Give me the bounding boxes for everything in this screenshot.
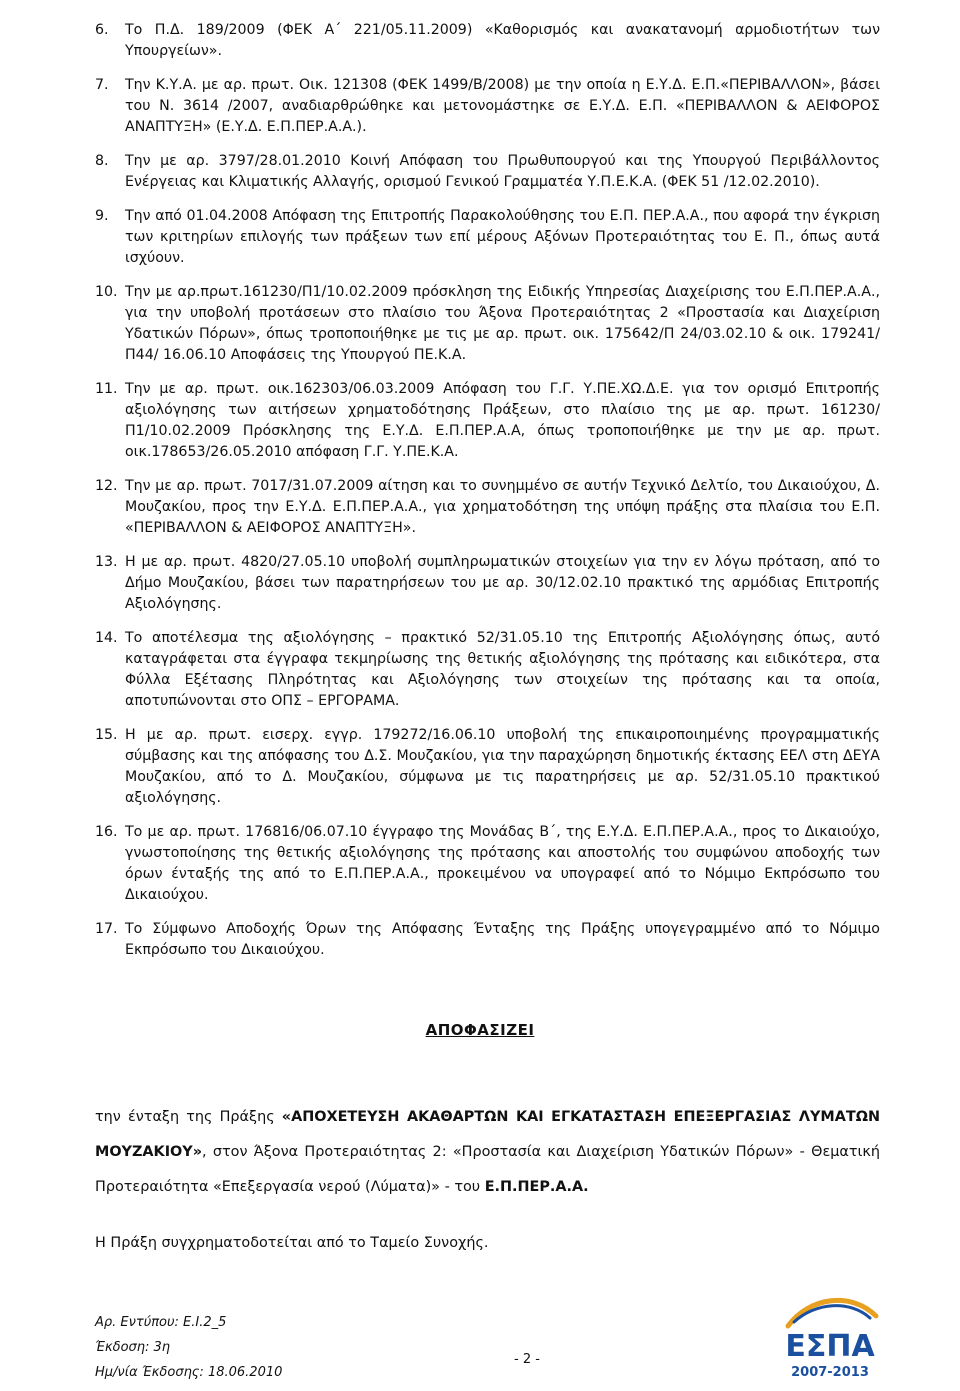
item-text: Την από 01.04.2008 Απόφαση της Επιτροπής Παρακολούθησης του Ε.Π. ΠΕΡ.Α.Α., που αφορά την έγκριση των κριτηρίων επιλογής των πράξεων των επί μέρους Αξόνων Προτεραιότητας του Ε. Π., όπως αυτά ισχύουν.: [125, 208, 880, 266]
item-number: 17.: [95, 921, 118, 937]
item-number: 6.: [95, 22, 109, 38]
program-name: Ε.Π.ΠΕΡ.Α.Α.: [484, 1179, 589, 1195]
item-number: 13.: [95, 554, 118, 570]
list-item: [95, 379, 880, 463]
item-text: Την με αρ.πρωτ.161230/Π1/10.02.2009 πρόσκληση της Ειδικής Υπηρεσίας Διαχείρισης του Ε.Π.ΠΕΡ.Α.Α., για την υποβολή προτάσεων στο πλαίσιο του Άξονα Προτεραιότητας 2 «Προστασία και Διαχείριση Υδατικών Πόρων», όπως τροποποιήθηκε με τις με αρ. πρωτ. οικ. 175642/Π 24/03.02.10 & οικ. 179241/Π44/ 16.06.10 Αποφάσεις της Υπουργού ΠΕ.Κ.Α.: [125, 284, 880, 363]
page-number: - 2 -: [514, 1352, 540, 1367]
item-text: Η με αρ. πρωτ. εισερχ. εγγρ. 179272/16.06.10 υποβολή της επικαιροποιημένης προγραμματικής σύμβασης και της απόφασης του Δ.Σ. Μουζακίου, για την παραχώρηση δημοτικής έκτασης ΕΕΛ στη ΔΕΥΑ Μουζακίου, από το Δ. Μουζακίου, σύμφωνα με τις παρατηρήσεις με αρ. 52/31.05.10 πρακτικού αξιολόγησης.: [125, 727, 880, 806]
list-item: [95, 20, 880, 62]
item-text: Το με αρ. πρωτ. 176816/06.07.10 έγγραφο της Μονάδας Β΄, της Ε.Υ.Δ. Ε.Π.ΠΕΡ.Α.Α., προς το Δικαιούχο, γνωστοποίησης της θετικής αξιολόγησης της πρότασης και αποστολής του συμφώνου αποδοχής των όρων ένταξής της από το Ε.Π.ΠΕΡ.Α.Α., προκειμένου να υπογραφεί από το Νόμιμο Εκπρόσωπο του Δικαιούχου.: [125, 824, 880, 903]
item-text: Την με αρ. πρωτ. 7017/31.07.2009 αίτηση και το συνημμένο σε αυτήν Τεχνικό Δελτίο, του Δικαιούχου, Δ. Μουζακίου, προς την Ε.Υ.Δ. Ε.Π.ΠΕΡ.Α.Α., για χρηματοδότηση της υπόψη πράξης στα πλαίσια του Ε.Π. «ΠΕΡΙΒΑΛΛΟΝ & ΑΕΙΦΟΡΟΣ ΑΝΑΠΤΥΞΗ».: [125, 478, 880, 536]
logo-wordmark: ΕΣΠΑ: [785, 1329, 875, 1364]
list-item: [95, 476, 880, 539]
item-text: Την Κ.Υ.Α. με αρ. πρωτ. Οικ. 121308 (ΦΕΚ 1499/Β/2008) με την οποία η Ε.Υ.Δ. Ε.Π.«ΠΕΡΙΒΑΛΛΟΝ», βάσει του Ν. 3614 /2007, αναδιαρθρώθηκε και μετονομάστηκε σε Ε.Υ.Δ. Ε.Π. «ΠΕΡΙΒΑΛΛΟΝ & ΑΕΙΦΟΡΟΣ ΑΝΑΠΤΥΞΗ» (Ε.Υ.Δ. Ε.Π.ΠΕΡ.Α.Α.).: [125, 77, 880, 135]
item-number: 14.: [95, 630, 118, 646]
item-text: Η με αρ. πρωτ. 4820/27.05.10 υποβολή συμπληρωματικών στοιχείων για την εν λόγω πρόταση, από το Δήμο Μουζακίου, βάσει των παρατηρήσεων του με αρ. 30/12.02.10 πρακτικό της αρμόδιας Επιτροπής Αξιολόγησης.: [125, 554, 880, 612]
list-item: [95, 919, 880, 961]
list-item: [95, 206, 880, 269]
operation-title: «ΑΠΟΧΕΤΕΥΣΗ ΑΚΑΘΑΡΤΩΝ ΚΑΙ ΕΓΚΑΤΑΣΤΑΣΗ ΕΠΕΞΕΡΓΑΣΙΑΣ ΛΥΜΑΤΩΝ ΜΟΥΖΑΚΙΟΥ»: [95, 1109, 880, 1160]
item-number: 12.: [95, 478, 118, 494]
considerations-list: [95, 20, 880, 974]
espa-logo: [780, 1292, 880, 1384]
item-text: Το Σύμφωνο Αποδοχής Όρων της Απόφασης Ένταξης της Πράξης υπογεγραμμένο από το Νόμιμο Εκπρόσωπο του Δικαιούχου.: [125, 921, 880, 958]
item-number: 8.: [95, 153, 109, 169]
list-item: [95, 151, 880, 193]
list-item: [95, 552, 880, 615]
list-item: [95, 822, 880, 906]
decision-text-start: την ένταξη της Πράξης: [95, 1109, 282, 1125]
list-item: [95, 75, 880, 138]
item-number: 16.: [95, 824, 118, 840]
form-number: Αρ. Εντύπου: Ε.Ι.2_5: [95, 1315, 227, 1330]
item-text: Την με αρ. 3797/28.01.2010 Κοινή Απόφαση του Πρωθυπουργού και της Υπουργού Περιβάλλοντος Ενέργειας και Κλιματικής Αλλαγής, ορισμού Γενικού Γραμματέα Υ.Π.Ε.Κ.Α. (ΦΕΚ 51 /12.02.2010).: [125, 153, 880, 190]
decision-heading: ΑΠΟΦΑΣΙΖΕΙ: [425, 1021, 535, 1039]
list-item: [95, 725, 880, 809]
decision-text-middle: , στον Άξονα Προτεραιότητας 2: «Προστασία και Διαχείριση Υδατικών Πόρων» - Θεματική Προτεραιότητα «Επεξεργασία νερού (Λύματα)» - του: [95, 1144, 880, 1195]
list-item: [95, 282, 880, 366]
funding-note: Η Πράξη συγχρηματοδοτείται από το Ταμείο Συνοχής.: [95, 1235, 489, 1251]
item-number: 7.: [95, 77, 109, 93]
document-footer: [95, 1310, 282, 1385]
item-text: Το Π.Δ. 189/2009 (ΦΕΚ Α΄ 221/05.11.2009) «Καθορισμός και ανακατανομή αρμοδιοτήτων των Υπουργείων».: [125, 22, 880, 59]
edition-number: Έκδοση: 3η: [95, 1340, 171, 1355]
item-text: Το αποτέλεσμα της αξιολόγησης – πρακτικό 52/31.05.10 της Επιτροπής Αξιολόγησης όπως, αυτό καταγράφεται στα έγγραφα τεκμηρίωσης της θετικής αξιολόγησης της πρότασης και ειδικότερα, στα Φύλλα Εξέτασης Πληρότητας και Αξιολόγησης των στοιχείων της πρότασης και τα οποία, αποτυπώνονται στο ΟΠΣ – ΕΡΓΟΡΑΜΑ.: [125, 630, 880, 709]
item-number: 9.: [95, 208, 109, 224]
edition-date: Ημ/νία Έκδοσης: 18.06.2010: [95, 1365, 283, 1380]
decision-paragraph: [95, 1100, 880, 1205]
item-number: 10.: [95, 284, 118, 300]
item-text: Την με αρ. πρωτ. οικ.162303/06.03.2009 Απόφαση του Γ.Γ. Υ.ΠΕ.ΧΩ.Δ.Ε. για τον ορισμό Επιτροπής αξιολόγησης των αιτήσεων χρηματοδότησης Πράξεων, στο πλαίσιο της με αρ. πρωτ. 161230/Π1/10.02.2009 Πρόσκλησης της Ε.Υ.Δ. Ε.Π.ΠΕΡ.Α.Α, όπως τροποποιήθηκε με την με αρ. πρωτ. οικ.178653/26.05.2010 απόφαση Γ.Γ. Υ.ΠΕ.Κ.Α.: [125, 381, 880, 460]
item-number: 15.: [95, 727, 118, 743]
item-number: 11.: [95, 381, 118, 397]
list-item: [95, 628, 880, 712]
logo-years: 2007-2013: [791, 1365, 869, 1380]
